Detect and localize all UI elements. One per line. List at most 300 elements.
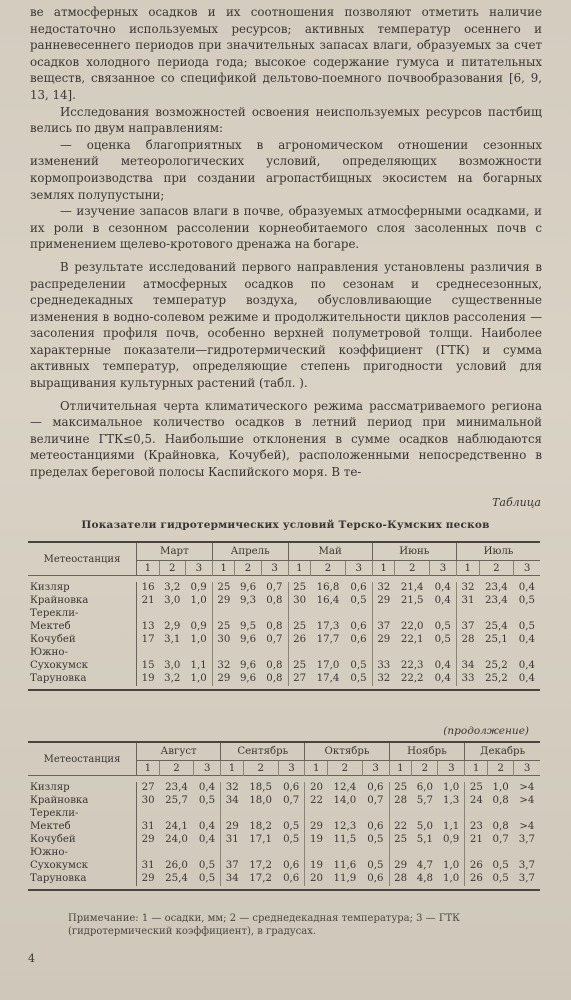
table-cell [438,808,465,821]
table-cell: 32 [372,582,395,595]
station-name: Крайновка [28,795,137,808]
table-cell: 12,4 [333,782,357,794]
station-name: Сухокумск [28,860,137,873]
station-name: Сухокумск [28,660,137,673]
table-cell [328,808,363,821]
table-cell: 1,0 [443,782,460,794]
table-cell: 20 [305,782,328,795]
table-cell [185,608,212,621]
station-name: Кочубей [28,634,137,647]
table-cell: 22,3 [400,660,424,672]
table-row [28,821,540,834]
table-cell: 0,5 [434,621,451,633]
table-cell: 22 [305,795,328,808]
table-cell: 22 [389,821,412,834]
table-cell [278,808,305,821]
table-cell: 16,4 [316,595,340,607]
table-cell: 0,7 [266,634,283,646]
subcolumn-header: 1 [137,561,160,576]
table-cell [194,847,221,860]
table-cell: 28 [389,873,412,886]
continuation-label: (продолжение) [443,725,529,737]
table-cell [243,847,278,860]
table-cell: 0,6 [367,782,384,794]
table-cell: 3,2 [164,582,181,594]
table-row [28,660,540,673]
subcolumn-header: 1 [305,761,328,776]
table-cell [412,847,438,860]
table-cell: >4 [519,782,535,794]
table-cell: 11,9 [333,873,357,885]
table-cell [159,847,194,860]
subcolumn-header: 3 [514,561,540,576]
subcolumn-header: 3 [185,561,212,576]
table-cell [345,608,372,621]
station-header: Метеостанция [28,542,137,576]
subcolumn-header: 2 [159,561,185,576]
table-cell: 9,6 [239,673,257,685]
table-cell: 29 [372,634,395,647]
table-cell: 34 [456,660,479,673]
table-cell: 3,7 [518,834,535,846]
paragraph-3: — оценка благоприятных в агрономическом отношении сезонных изменений метеорологических условий, определяющих возможности кормопроизводства при создании агропастбищных экосистем на богарных землях полупустыни; [30,137,542,202]
table-cell: 3,7 [518,873,535,885]
table-cell: 1,0 [190,595,207,607]
table-cell: 30 [288,595,311,608]
table-cell: 1,0 [492,782,509,794]
table-row [28,808,540,821]
subcolumn-header: 1 [212,561,235,576]
paragraph-5: В результате исследований первого направления установлены различия в распределении атмосферных осадков по сезонам и среднесезонных, среднедекадных температур воздуха, обусловливающие существенные изменения в водно-солевом режиме и продолжительности циклов рассоления — засоления профиля почв, особенно верхней полуметровой толщи. Наиболее характерные показатели—гидротермический коэффициент (ГТК) и сумма активных температур, определяющие степень пригодности условий для выращивания культурных растений (табл. ). [30,259,542,391]
subcolumn-header: 2 [235,561,261,576]
table-cell: 14,0 [333,795,357,807]
table-cell [389,808,412,821]
table-cell: 3,7 [518,860,535,872]
table-cell: 19 [305,860,328,873]
table-cell: 32 [212,660,235,673]
subcolumn-header: 3 [278,761,305,776]
table-cell [159,608,185,621]
table-cell: 5,7 [416,795,433,807]
table-title: Показатели гидротермических условий Терско-Кумских песков [81,519,490,531]
table-cell [465,847,488,860]
table-cell [278,847,305,860]
table-cell: 21 [137,595,160,608]
subcolumn-header: 3 [514,761,540,776]
table-cell [479,647,514,660]
table-cell: 0,8 [492,795,509,807]
table-cell [212,647,235,660]
table-cell [345,647,372,660]
table-cell: 31 [137,860,160,873]
table-cell: 17,0 [316,660,340,672]
table-cell: 29 [212,673,235,686]
subcolumn-header: 1 [288,561,311,576]
table-cell: 25 [389,782,412,795]
table-cell: 0,8 [492,821,509,833]
table-cell: 23,4 [485,595,508,607]
table-cell [261,608,288,621]
table-cell [488,808,514,821]
table-cell: 23 [465,821,488,834]
table-note: Примечание: 1 — осадки, мм; 2 — среднедекадная температура; 3 — ГТК (гидротермический коэффициент), в градусах. [68,913,460,937]
table-cell: 12,3 [333,821,357,833]
table-row [28,673,540,686]
table-label: Таблица [492,496,541,509]
table-row [28,834,540,847]
table-cell: 0,7 [266,582,283,594]
table-cell: 24,0 [165,834,188,846]
table-cell: 1,0 [190,634,207,646]
station-name: Мектеб [28,821,137,834]
subcolumn-header: 2 [159,761,194,776]
table-cell: >4 [519,795,535,807]
table-cell: 0,5 [367,834,384,846]
paragraph-6: Отличительная черта климатического режима рассматриваемого региона — максимальное количество осадков в летний период при минимальной величине ГТК≤0,5. Наибольшие отклонения в сумме осадков наблюдаются метеостанциями (Крайновка, Кочубей), расположенными непосредственно в пределах береговой полосы Каспийского моря. В те- [30,398,542,480]
table-cell: 9,5 [239,621,257,633]
table-cell: 32 [372,673,395,686]
table-cell [137,808,160,821]
month-header: Август [137,742,221,761]
table-cell: 17 [137,634,160,647]
station-name: Крайновка [28,595,137,608]
table-cell: 25,2 [485,673,508,685]
table-cell: 0,5 [283,834,300,846]
subcolumn-header: 1 [137,761,160,776]
table-cell: 3,2 [164,673,181,685]
month-header: Июнь [372,542,456,561]
table-cell: 27 [137,782,160,795]
subcolumn-header: 2 [488,761,514,776]
subcolumn-header: 2 [243,761,278,776]
table-cell: 23,4 [165,782,188,794]
table-cell [235,647,261,660]
subcolumn-header: 1 [456,561,479,576]
subcolumn-header: 1 [221,761,244,776]
table-cell: 17,4 [316,673,340,685]
table-cell: 0,4 [518,660,535,672]
table-cell [438,847,465,860]
table-cell: 17,3 [316,621,340,633]
month-header: Сентябрь [221,742,305,761]
table-cell: 24,1 [165,821,188,833]
table-cell: 26 [465,860,488,873]
table-cell [362,808,389,821]
table-cell: 29 [221,821,244,834]
table-cell: 0,9 [443,834,460,846]
station-name: Таруновка [28,673,137,686]
table-cell: 0,4 [198,821,216,833]
table-cell: 30 [137,795,160,808]
table-cell: 0,4 [518,673,535,685]
table-cell: 17,2 [249,860,273,872]
table-cell [430,647,457,660]
table-cell [514,847,540,860]
month-header: Март [137,542,213,561]
station-name: Таруновка [28,873,137,886]
table-cell: 33 [456,673,479,686]
table-cell: 0,5 [198,860,216,872]
table-cell: 0,5 [350,595,367,607]
table-cell [372,608,395,621]
station-name: Терекли- [28,808,137,821]
table-cell: 16,8 [316,582,340,594]
table-cell [159,808,194,821]
table-cell: 25 [288,582,311,595]
table-cell: 9,3 [239,595,257,607]
table-cell [395,608,430,621]
table-cell: 25 [212,621,235,634]
month-header: Октябрь [305,742,389,761]
table-cell [465,808,488,821]
table-cell: 1,1 [443,821,460,833]
table-row [28,873,540,886]
station-name: Кизляр [28,782,137,795]
month-header: Декабрь [465,742,540,761]
table-cell: 0,5 [350,660,367,672]
subcolumn-header: 3 [362,761,389,776]
table-cell: 0,7 [492,834,509,846]
table-cell: 0,7 [367,795,384,807]
table-cell [137,647,160,660]
paragraph-1: ве атмосферных осадков и их соотношения позволяют отметить наличие недостаточно используемых ресурсов; активных температур осеннего и ранневесеннего периодов при значительных запасах влаги, образуемых за счет осадков холодного периода года; высокое содержание гумуса и питательных веществ, связанное со спецификой дельтово-поемного почвообразования [6, 9, 13, 14]. [30,5,542,102]
table-cell: 0,5 [518,595,535,607]
table-cell: 11,6 [333,860,357,872]
table-cell: 25,4 [165,873,188,885]
table-cell: 5,0 [416,821,433,833]
table-cell [389,847,412,860]
table-cell: 29 [305,821,328,834]
table-cell: 0,4 [198,834,216,846]
table-cell: 0,6 [350,582,367,594]
table-cell: 18,0 [249,795,273,807]
table-cell [328,847,363,860]
table-cell: 37 [221,860,244,873]
table-cell: 0,5 [198,873,216,885]
subcolumn-header: 1 [389,761,412,776]
table-cell [305,847,328,860]
table-cell: 26 [288,634,311,647]
table-cell: 0,9 [190,621,207,633]
table-cell: 0,6 [283,873,300,885]
table-row [28,847,540,860]
table-cell: 0,5 [492,860,509,872]
table-cell: 5,1 [416,834,433,846]
table-cell: 1,0 [443,873,460,885]
table-cell: 0,6 [283,860,300,872]
table-cell: 32 [456,582,479,595]
table-cell [159,647,185,660]
table-cell: 22,0 [400,621,424,633]
table-cell [311,608,346,621]
subcolumn-header: 1 [465,761,488,776]
table-cell: 17,7 [316,634,340,646]
data-table-spring-summer [28,541,540,691]
table-row [28,621,540,634]
table-cell: 29 [137,873,160,886]
table-cell [412,808,438,821]
table-cell: 15 [137,660,160,673]
table-cell: 28 [456,634,479,647]
subcolumn-header: 2 [311,561,346,576]
table-cell: 29 [389,860,412,873]
paragraph-2: Исследования возможностей освоения неиспользуемых ресурсов пастбищ велись по двум направлениям: [30,104,542,136]
table-cell: 3,0 [164,660,181,672]
table-cell: 25,1 [485,634,508,646]
table-cell: 0,8 [266,660,283,672]
table-cell: 0,4 [434,595,451,607]
table-cell: 25 [465,782,488,795]
table-cell: 0,8 [266,621,283,633]
table-cell: 21 [465,834,488,847]
table-cell: 1,3 [443,795,460,807]
table-cell: 19 [305,834,328,847]
station-name: Кочубей [28,834,137,847]
table-cell [395,647,430,660]
table-cell [372,647,395,660]
table-cell [221,847,244,860]
subcolumn-header: 3 [261,561,288,576]
table-cell: 27 [288,673,311,686]
table-cell: 0,5 [492,873,509,885]
table-cell: 1,0 [443,860,460,872]
table-cell: 31 [221,834,244,847]
table-cell: 0,5 [350,673,367,685]
table-cell: 32 [221,782,244,795]
table-cell: 9,6 [239,634,257,646]
table-cell: 28 [389,795,412,808]
station-name: Южно- [28,847,137,860]
table-row [28,795,540,808]
table-cell: 3,0 [164,595,181,607]
table-cell [514,608,540,621]
table-cell [514,808,540,821]
table-cell: 0,5 [434,634,451,646]
table-cell: 0,6 [350,621,367,633]
subcolumn-header: 1 [372,561,395,576]
table-cell: 3,1 [164,634,181,646]
subcolumn-header: 3 [430,561,457,576]
table-cell: 25,7 [165,795,188,807]
table-cell [235,608,261,621]
table-cell: 22,2 [400,673,424,685]
table-cell [243,808,278,821]
table-cell: 29 [212,595,235,608]
table-cell: 0,4 [434,660,451,672]
table-cell: 0,7 [283,795,300,807]
table-cell: 0,9 [190,582,207,594]
table-cell: 0,5 [367,860,384,872]
table-row [28,634,540,647]
subcolumn-header: 2 [395,561,430,576]
table-cell: 26 [465,873,488,886]
station-name: Кизляр [28,582,137,595]
table-cell: 25 [288,660,311,673]
table-cell [362,847,389,860]
subcolumn-header: 3 [438,761,465,776]
table-cell: 19 [137,673,160,686]
table-cell [137,608,160,621]
table-row [28,647,540,660]
table-cell: 0,5 [198,795,216,807]
table-cell: 34 [221,795,244,808]
subcolumn-header: 2 [328,761,363,776]
month-header: Ноябрь [389,742,465,761]
table-cell: 0,6 [283,782,300,794]
table-cell [194,808,221,821]
table-cell: 25 [389,834,412,847]
table-cell: 1,0 [190,673,207,685]
table-cell [311,647,346,660]
table-cell [514,647,540,660]
table-cell: 25 [288,621,311,634]
table-cell: 0,4 [434,582,451,594]
table-cell: 4,7 [416,860,433,872]
table-cell: 0,6 [367,821,384,833]
subcolumn-header: 3 [194,761,221,776]
table-cell [261,647,288,660]
table-cell: 34 [221,873,244,886]
table-cell [305,808,328,821]
table-row [28,582,540,595]
body-text [30,4,542,481]
station-header: Метеостанция [28,742,137,776]
table-cell: 0,8 [266,673,283,685]
table-cell: 31 [137,821,160,834]
table-cell [456,647,479,660]
table-row [28,608,540,621]
table-cell: 16 [137,582,160,595]
table-cell: 30 [212,634,235,647]
table-row [28,860,540,873]
table-cell: 29 [372,595,395,608]
table-cell: 9,6 [239,582,257,594]
table-cell: 9,6 [239,660,257,672]
table-cell: 13 [137,621,160,634]
table-cell [185,647,212,660]
month-header: Май [288,542,372,561]
table-cell: 0,6 [367,873,384,885]
table-cell: 17,2 [249,873,273,885]
table-cell: 25 [212,582,235,595]
table-cell: >4 [519,821,535,833]
table-cell [456,608,479,621]
subcolumn-header: 2 [479,561,514,576]
table-cell [212,608,235,621]
table-cell: 29 [137,834,160,847]
table-row [28,782,540,795]
table-cell: 21,4 [400,582,424,594]
table-cell: 0,4 [434,673,451,685]
table-cell: 6,0 [416,782,433,794]
table-cell: 20 [305,873,328,886]
table-cell [221,808,244,821]
table-cell [137,847,160,860]
table-cell: 0,6 [350,634,367,646]
table-cell: 22,1 [400,634,424,646]
table-cell [288,647,311,660]
table-cell: 17,1 [249,834,273,846]
table-cell: 0,4 [518,634,535,646]
table-cell: 37 [456,621,479,634]
table-cell: 2,9 [164,621,181,633]
table-cell: 21,5 [400,595,424,607]
table-cell [479,608,514,621]
table-cell: 24 [465,795,488,808]
table-cell: 4,8 [416,873,433,885]
table-cell: 11,5 [333,834,357,846]
table-cell [488,847,514,860]
